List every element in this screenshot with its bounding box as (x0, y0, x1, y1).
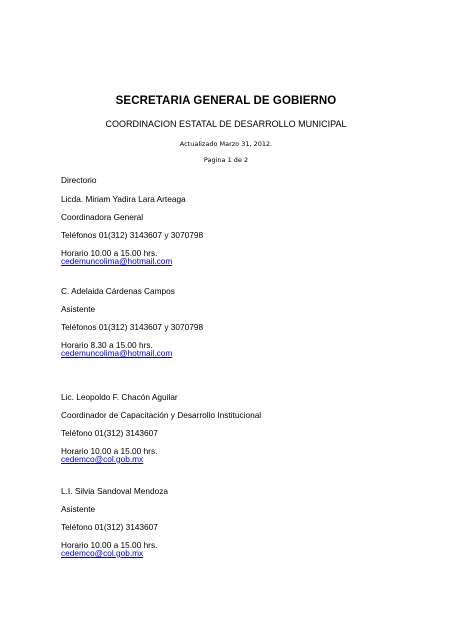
contact-phone: Teléfono 01(312) 3143607 (61, 428, 158, 438)
contact-phone: Teléfono 01(312) 3143607 (61, 522, 158, 532)
contact-role: Coordinadora General (61, 212, 144, 222)
contact-phone: Teléfonos 01(312) 3143607 y 3070798 (61, 230, 204, 240)
contact-email-link[interactable]: cedemco@col.gob.mx (61, 454, 144, 464)
updated-date: Actualizado Marzo 31, 2012. (179, 140, 273, 148)
contact-name: L.I. Silvia Sandoval Mendoza (61, 486, 169, 496)
contact-email-link[interactable]: cedemco@col.gob.mx (61, 548, 144, 558)
contact-hours: Horario 10.00 a 15.00 hrs. (61, 446, 158, 456)
contact-name: Lic. Leopoldo F. Chacón Aguilar (61, 392, 178, 402)
contact-name: Licda. Miriam Yadira Lara Arteaga (61, 194, 186, 204)
contact-name: C. Adelaida Cárdenas Campos (61, 286, 175, 296)
contact-hours: Horario 10.00 a 15.00 hrs. (61, 540, 158, 550)
contact-role: Asistente (61, 304, 96, 314)
contact-role: Coordinador de Capacitación y Desarrollo Institucional (61, 410, 262, 420)
document-title: SECRETARIA GENERAL DE GOBIERNO (115, 95, 337, 107)
contact-email-link[interactable]: cedemuncolima@hotmail.com (61, 348, 173, 358)
document-subtitle: COORDINACION ESTATAL DE DESARROLLO MUNICIPAL (105, 119, 347, 129)
contact-phone: Teléfonos 01(312) 3143607 y 3070798 (61, 322, 204, 332)
contact-hours: Horario 10.00 a 15.00 hrs. (61, 248, 158, 258)
contact-role: Asistente (61, 504, 96, 514)
section-label-directorio: Directorio (61, 175, 97, 185)
contact-email-link[interactable]: cedemuncolima@hotmail.com (61, 256, 173, 266)
page-number: Pagina 1 de 2 (203, 156, 249, 164)
contact-hours: Horario 8.30 a 15.00 hrs. (61, 340, 153, 350)
